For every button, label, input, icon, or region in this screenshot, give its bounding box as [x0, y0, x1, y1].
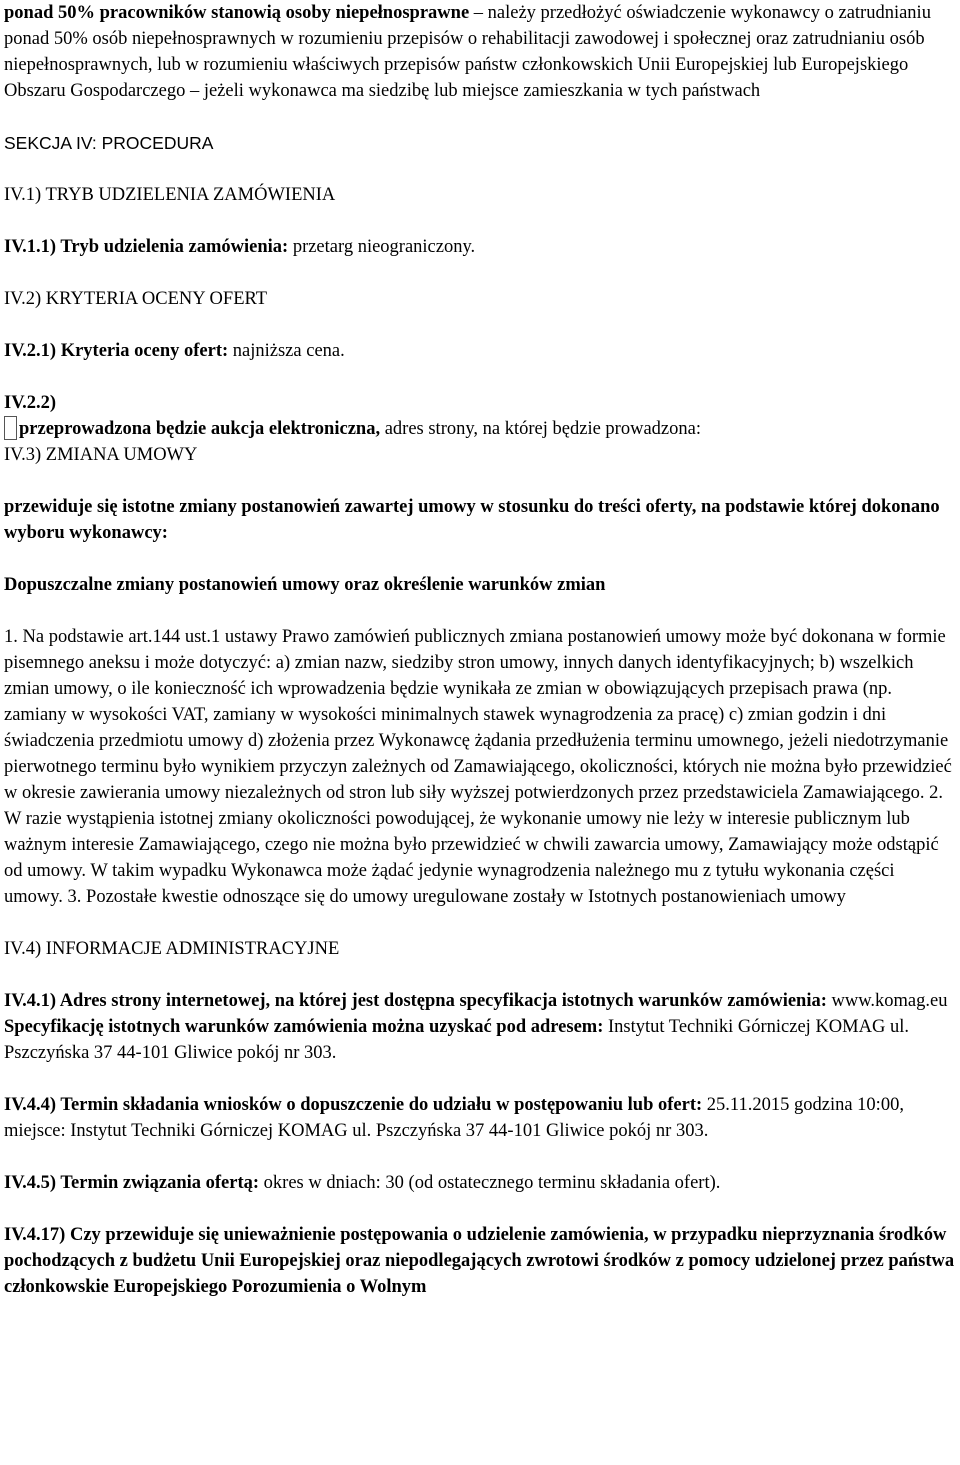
iv2-heading: IV.2) KRYTERIA OCENY OFERT [4, 289, 268, 309]
iv22-rest: adres strony, na której będzie prowadzona: [380, 419, 701, 439]
intro-paragraph [4, 0, 958, 104]
iv11-line [4, 234, 958, 260]
iv4-heading: IV.4) INFORMACJE ADMINISTRACYJNE [4, 939, 340, 959]
checkbox-icon [4, 416, 17, 440]
iv41-value: www.komag.eu [826, 991, 948, 1011]
iv21-label: IV.2.1) Kryteria oceny ofert: [4, 341, 229, 361]
iv41-line [4, 988, 958, 1014]
iv3-changes-text: przewiduje się istotne zmiany postanowień zawartej umowy w stosunku do treści oferty, na podstawie której dokonano wyboru wykonawcy: [4, 497, 940, 543]
allowed-changes-heading: Dopuszczalne zmiany postanowień umowy oraz określenie warunków zmian [4, 575, 606, 595]
iv45-label: IV.4.5) Termin związania ofertą: [4, 1173, 260, 1193]
iv45-line [4, 1170, 958, 1196]
intro-rest: – należy przedłożyć oświadczenie wykonawcy o zatrudnianiu ponad 50% osób niepełnosprawnych w rozumieniu przepisów o rehabilitacji zawodowej i społecznej oraz zatrudnianiu osób niepełnosprawnych, lub w rozumieniu właściwych przepisów państw członkowskich Unii Europejskiej lub Europejskiego Obszaru Gospodarczego – jeżeli wykonawca ma siedzibę lub miejsce zamieszkania w tych państwach [4, 3, 931, 101]
spec-value: Instytut Techniki Górniczej KOMAG ul. Pszczyńska 37 44-101 Gliwice pokój nr 303. [4, 1017, 909, 1063]
document-body [4, 0, 958, 1300]
spec-line [4, 1014, 958, 1066]
iv21-value: najniższa cena. [228, 341, 345, 361]
iv22-line [4, 416, 958, 442]
iv22-bold: przeprowadzona będzie aukcja elektroniczna, [19, 419, 381, 439]
iv45-value: okres w dniach: 30 (od ostatecznego terminu składania ofert). [259, 1173, 721, 1193]
iv41-label: IV.4.1) Adres strony internetowej, na której jest dostępna specyfikacja istotnych warunków zamówienia: [4, 991, 827, 1011]
iv22-label: IV.2.2) [4, 393, 57, 413]
iv11-label: IV.1.1) Tryb udzielenia zamówienia: [4, 237, 289, 257]
iv44-value: 25.11.2015 godzina 10:00, miejsce: Instytut Techniki Górniczej KOMAG ul. Pszczyńska 37 44-101 Gliwice pokój nr 303. [4, 1095, 904, 1141]
intro-bold: ponad 50% pracowników stanowią osoby niepełnosprawne [4, 3, 470, 23]
changes-body: 1. Na podstawie art.144 ust.1 ustawy Prawo zamówień publicznych zmiana postanowień umowy może być dokonana w formie pisemnego aneksu i może dotyczyć: a) zmian nazw, siedziby stron umowy, innych danych identyfikacyjnych; b) wszelkich zmian umowy, o ile konieczność ich wprowadzenia będzie wynikała ze zmian w obowiązujących przepisach prawa (np. zamiany w wysokości VAT, zamiany w wysokości minimalnych stawek wynagrodzenia za pracę) c) zmian godzin i dni świadczenia przedmiotu umowy d) złożenia przez Wykonawcę żądania przedłużenia terminu umownego, jeżeli niedotrzymanie pierwotnego terminu było wynikiem przyczyn zależnych od Zamawiającego, okoliczności, których nie można było przewidzieć w okresie zawierania umowy niezależnych od stron lub siły wyższej potwierdzonych przez przedstawiciela Zamawiającego. 2. W razie wystąpienia istotnej zmiany okoliczności powodującej, że wykonanie umowy nie leży w interesie publicznym lub ważnym interesie Zamawiającego, czego nie można było przewidzieć w chwili zawarcia umowy, Zamawiający może odstąpić od umowy. W takim wypadku Wykonawca może żądać jedynie wynagrodzenia należnego mu z tytułu wykonania części umowy. 3. Pozostałe kwestie odnoszące się do umowy uregulowane zostały w Istotnych postanowieniach umowy [4, 627, 952, 907]
iv44-line [4, 1092, 958, 1144]
iv21-line [4, 338, 958, 364]
section-title: SEKCJA IV: PROCEDURA [4, 133, 214, 153]
iv44-label: IV.4.4) Termin składania wniosków o dopuszczenie do udziału w postępowaniu lub ofert: [4, 1095, 703, 1115]
spec-label: Specyfikację istotnych warunków zamówienia można uzyskać pod adresem: [4, 1017, 604, 1037]
iv1-heading: IV.1) TRYB UDZIELENIA ZAMÓWIENIA [4, 185, 336, 205]
iv11-value: przetarg nieograniczony. [288, 237, 476, 257]
iv3-heading: IV.3) ZMIANA UMOWY [4, 445, 198, 465]
iv417-text: IV.4.17) Czy przewiduje się unieważnienie postępowania o udzielenie zamówienia, w przypadku nieprzyznania środków pochodzących z budżetu Unii Europejskiej oraz niepodlegających zwrotowi środków z pomocy udzielonej przez państwa członkowskie Europejskiego Porozumienia o Wolnym [4, 1225, 955, 1297]
